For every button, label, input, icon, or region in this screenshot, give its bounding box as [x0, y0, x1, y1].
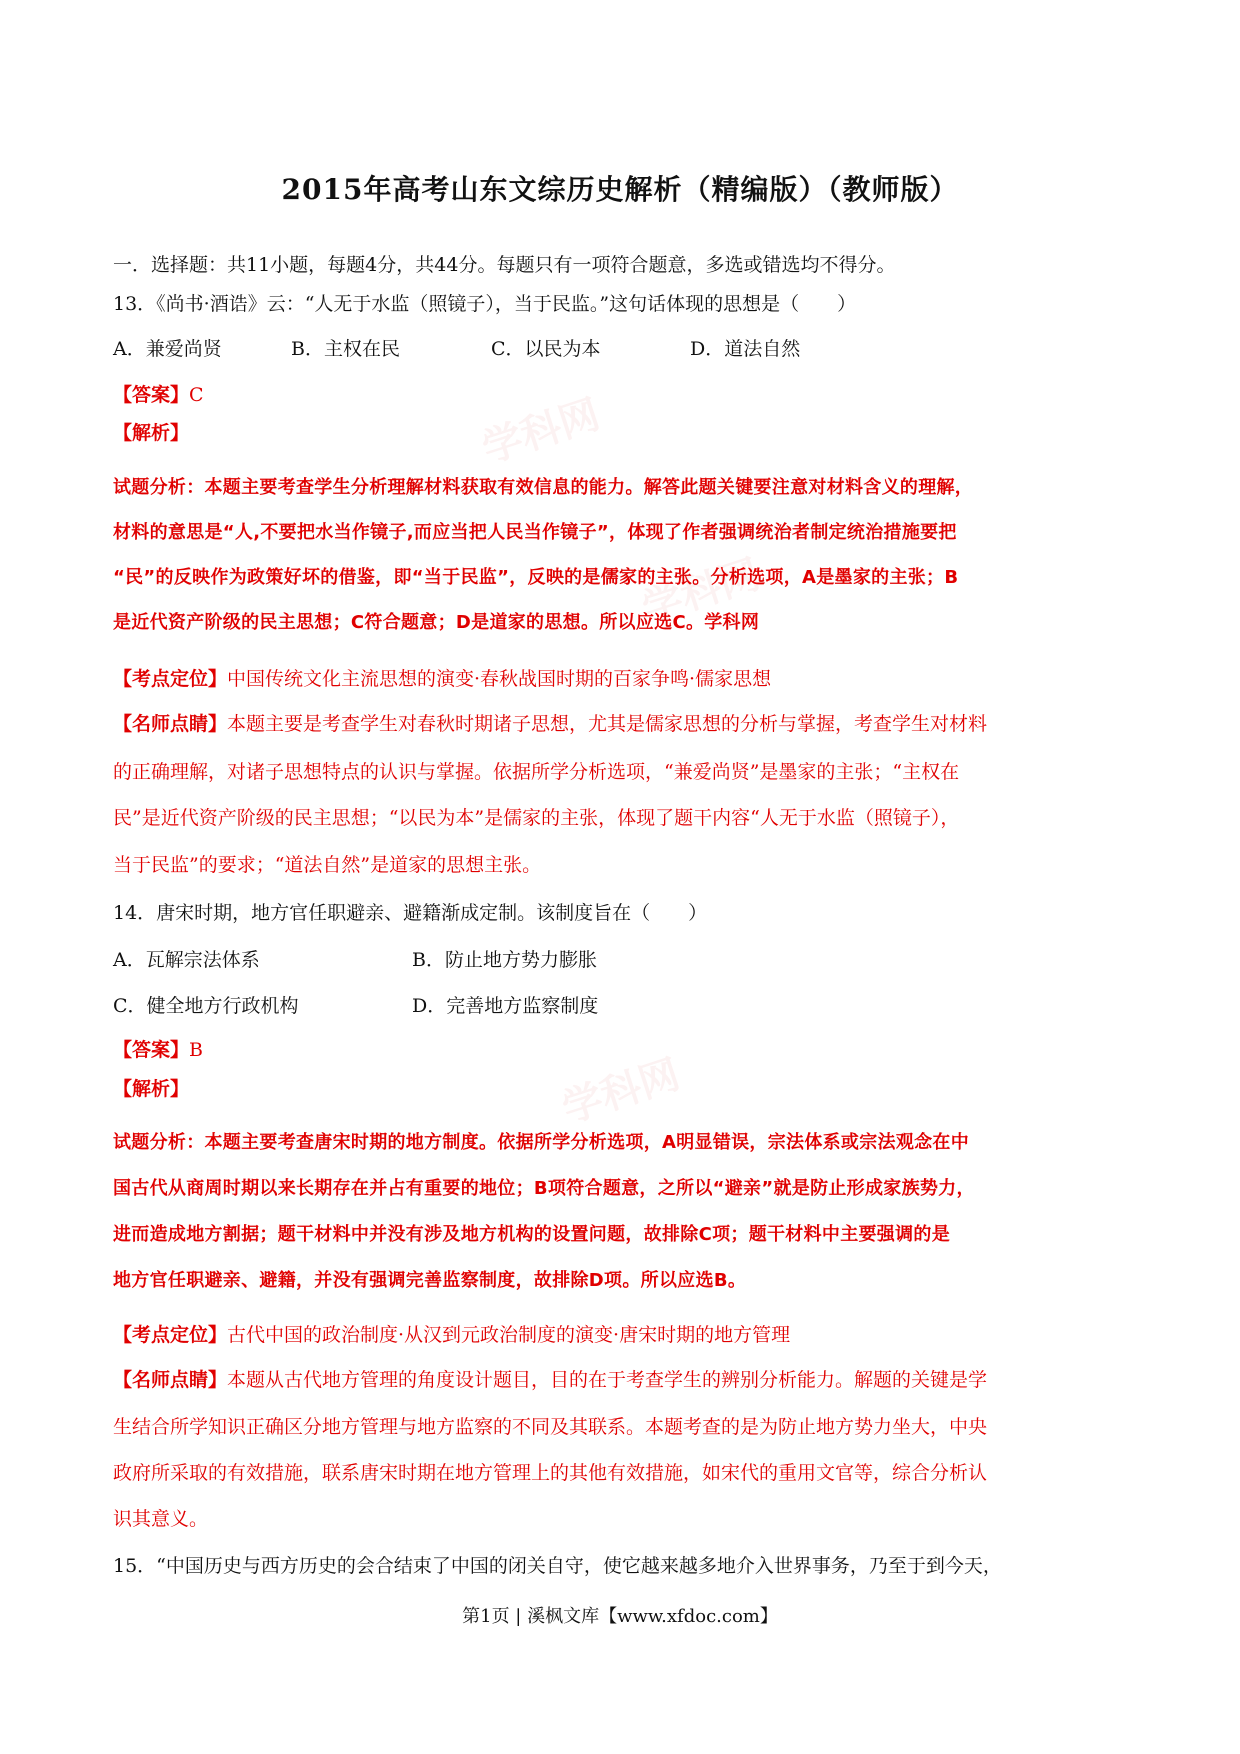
q13-dianjing-line: 当于民监”的要求；“道法自然”是道家的思想主张。 — [113, 854, 542, 876]
q14-analysis-line: 国古代从商周时期以来长期存在并占有重要的地位；B项符合题意，之所以“避亲”就是防止形成家族势力， — [113, 1178, 975, 1199]
q14-analysis-line: 进而造成地方割据；题干材料中并没有涉及地方机构的设置问题，故排除C项；题干材料中主要强调的是 — [113, 1224, 951, 1245]
page-title: 2015年高考山东文综历史解析（精编版）（教师版） — [281, 173, 959, 206]
q14-dianjing-line: 识其意义。 — [113, 1508, 209, 1530]
dianjing-tag: 【名师点睛】 — [113, 1369, 228, 1391]
q13-option-b: B．主权在民 — [291, 338, 400, 360]
q13-analysis-line: 是近代资产阶级的民主思想；C符合题意；D是道家的思想。所以应选C。学科网 — [113, 612, 760, 633]
dianjing-tag: 【名师点睛】 — [113, 713, 228, 735]
q13-answer: C — [189, 384, 204, 406]
q14-analysis-line: 试题分析：本题主要考查唐宋时期的地方制度。依据所学分析选项，A明显错误，宗法体系或宗法观念在中 — [113, 1132, 970, 1153]
q14-stem: 14．唐宋时期，地方官任职避亲、避籍渐成定制。该制度旨在（ ） — [113, 902, 708, 924]
watermark: 学科网 — [556, 1051, 686, 1133]
q14-dianjing — [113, 1365, 1133, 1395]
q14-dianjing-line: 生结合所学知识正确区分地方管理与地方监察的不同及其联系。本题考查的是为防止地方势力坐大，中央 — [113, 1416, 988, 1438]
dianjing-text: 本题从古代地方管理的角度设计题目，目的在于考查学生的辨别分析能力。解题的关键是学 — [227, 1369, 988, 1391]
analysis-tag: 【解析】 — [113, 422, 190, 444]
q13-kaodian — [113, 664, 1133, 694]
q13-option-d: D．道法自然 — [690, 338, 801, 360]
q13-dianjing — [113, 709, 1133, 739]
q14-dianjing-line: 政府所采取的有效措施，联系唐宋时期在地方管理上的其他有效措施，如宋代的重用文官等，综合分析认 — [113, 1462, 988, 1484]
watermark: 学科网 — [636, 551, 766, 633]
q14-option-c: C．健全地方行政机构 — [113, 995, 299, 1017]
q14-option-a: A．瓦解宗法体系 — [113, 949, 260, 971]
answer-tag: 【答案】 — [113, 1039, 190, 1061]
q14-answer-row — [113, 1035, 1133, 1065]
kaodian-text: 中国传统文化主流思想的演变·春秋战国时期的百家争鸣·儒家思想 — [227, 668, 772, 690]
q13-analysis-line: 材料的意思是“人,不要把水当作镜子,而应当把人民当作镜子”，体现了作者强调统治者制定统治措施要把 — [113, 522, 957, 543]
q13-analysis-line: 试题分析：本题主要考查学生分析理解材料获取有效信息的能力。解答此题关键要注意对材料含义的理解， — [113, 477, 974, 498]
kaodian-text: 古代中国的政治制度·从汉到元政治制度的演变·唐宋时期的地方管理 — [227, 1324, 791, 1346]
q14-option-b: B．防止地方势力膨胀 — [412, 949, 597, 971]
q13-answer-row — [113, 380, 1133, 410]
dianjing-text: 本题主要是考查学生对春秋时期诸子思想，尤其是儒家思想的分析与掌握，考查学生对材料 — [227, 713, 988, 735]
section-intro: 一．选择题：共11小题，每题4分，共44分。每题只有一项符合题意，多选或错选均不得分。 — [113, 254, 896, 276]
q13-dianjing-line: 民”是近代资产阶级的民主思想；“以民为本”是儒家的主张，体现了题干内容“人无于水监（照镜子）， — [113, 807, 960, 829]
kaodian-tag: 【考点定位】 — [113, 668, 228, 690]
q13-stem: 13．《尚书·酒诰》云：“人无于水监（照镜子），当于民监。”这句话体现的思想是（ ） — [113, 293, 857, 315]
q14-kaodian — [113, 1320, 1133, 1350]
answer-tag: 【答案】 — [113, 384, 190, 406]
q13-analysis-line: “民”的反映作为政策好坏的借鉴，即“当于民监”，反映的是儒家的主张。分析选项，A是墨家的主张；B — [113, 567, 959, 588]
analysis-tag: 【解析】 — [113, 1078, 190, 1100]
q14-answer: B — [189, 1039, 203, 1061]
q15-stem: 15．“中国历史与西方历史的会合结束了中国的闭关自守，使它越来越多地介入世界事务，乃至于到今天， — [113, 1555, 1002, 1577]
q14-option-d: D．完善地方监察制度 — [412, 995, 599, 1017]
watermark: 学科网 — [476, 391, 606, 473]
page-footer: 第1页 | 溪枫文库【www.xfdoc.com】 — [462, 1606, 778, 1627]
q13-dianjing-line: 的正确理解，对诸子思想特点的认识与掌握。依据所学分析选项，“兼爱尚贤”是墨家的主张；“主权在 — [113, 761, 960, 783]
q13-option-c: C．以民为本 — [491, 338, 601, 360]
kaodian-tag: 【考点定位】 — [113, 1324, 228, 1346]
q14-analysis-line: 地方官任职避亲、避籍，并没有强调完善监察制度，故排除D项。所以应选B。 — [113, 1270, 747, 1291]
q13-option-a: A．兼爱尚贤 — [113, 338, 222, 360]
